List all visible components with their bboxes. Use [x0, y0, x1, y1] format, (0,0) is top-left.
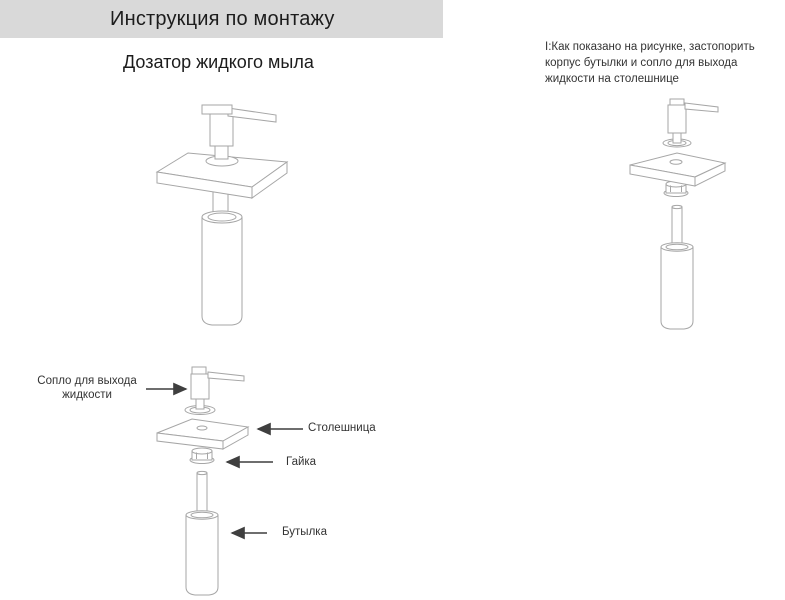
countertop-label: Столешница — [308, 422, 376, 434]
bottle-body-line — [186, 515, 218, 595]
pump-stem-line — [673, 133, 681, 143]
bottle-body-line — [202, 217, 242, 325]
dip-tube-top-line — [197, 471, 207, 474]
product-subtitle: Дозатор жидкого мыла — [123, 52, 314, 72]
exploded-dispenser-drawing — [150, 363, 280, 600]
pump-body-line — [210, 113, 233, 146]
dip-tube-top-line — [672, 205, 682, 208]
nozzle-label: Сопло для выхода жидкости — [37, 375, 137, 401]
pump-body-line — [191, 374, 209, 399]
pump-cap-line — [670, 99, 684, 105]
pump-spout-line — [685, 103, 718, 112]
bottle-label: Бутылка — [282, 526, 327, 538]
exploded-dispenser-small-drawing — [625, 95, 765, 335]
nut-top-line — [192, 448, 212, 454]
pump-stem-line — [196, 399, 204, 409]
assembled-dispenser-drawing — [140, 95, 320, 335]
pump-cap-line — [202, 105, 232, 114]
instruction-step-1: I:Как показано на рисунке, застопорить корпус бутылки и сопло для выхода жидкости на столешнице — [545, 41, 755, 85]
pump-cap-line — [192, 367, 206, 374]
header-bar — [0, 0, 443, 38]
nut-label: Гайка — [286, 456, 317, 468]
page-title: Инструкция по монтажу — [110, 7, 335, 30]
pump-body-line — [668, 105, 686, 133]
pump-spout-line — [228, 108, 276, 122]
pump-spout-line — [208, 372, 244, 381]
bottle-body-line — [661, 247, 693, 329]
